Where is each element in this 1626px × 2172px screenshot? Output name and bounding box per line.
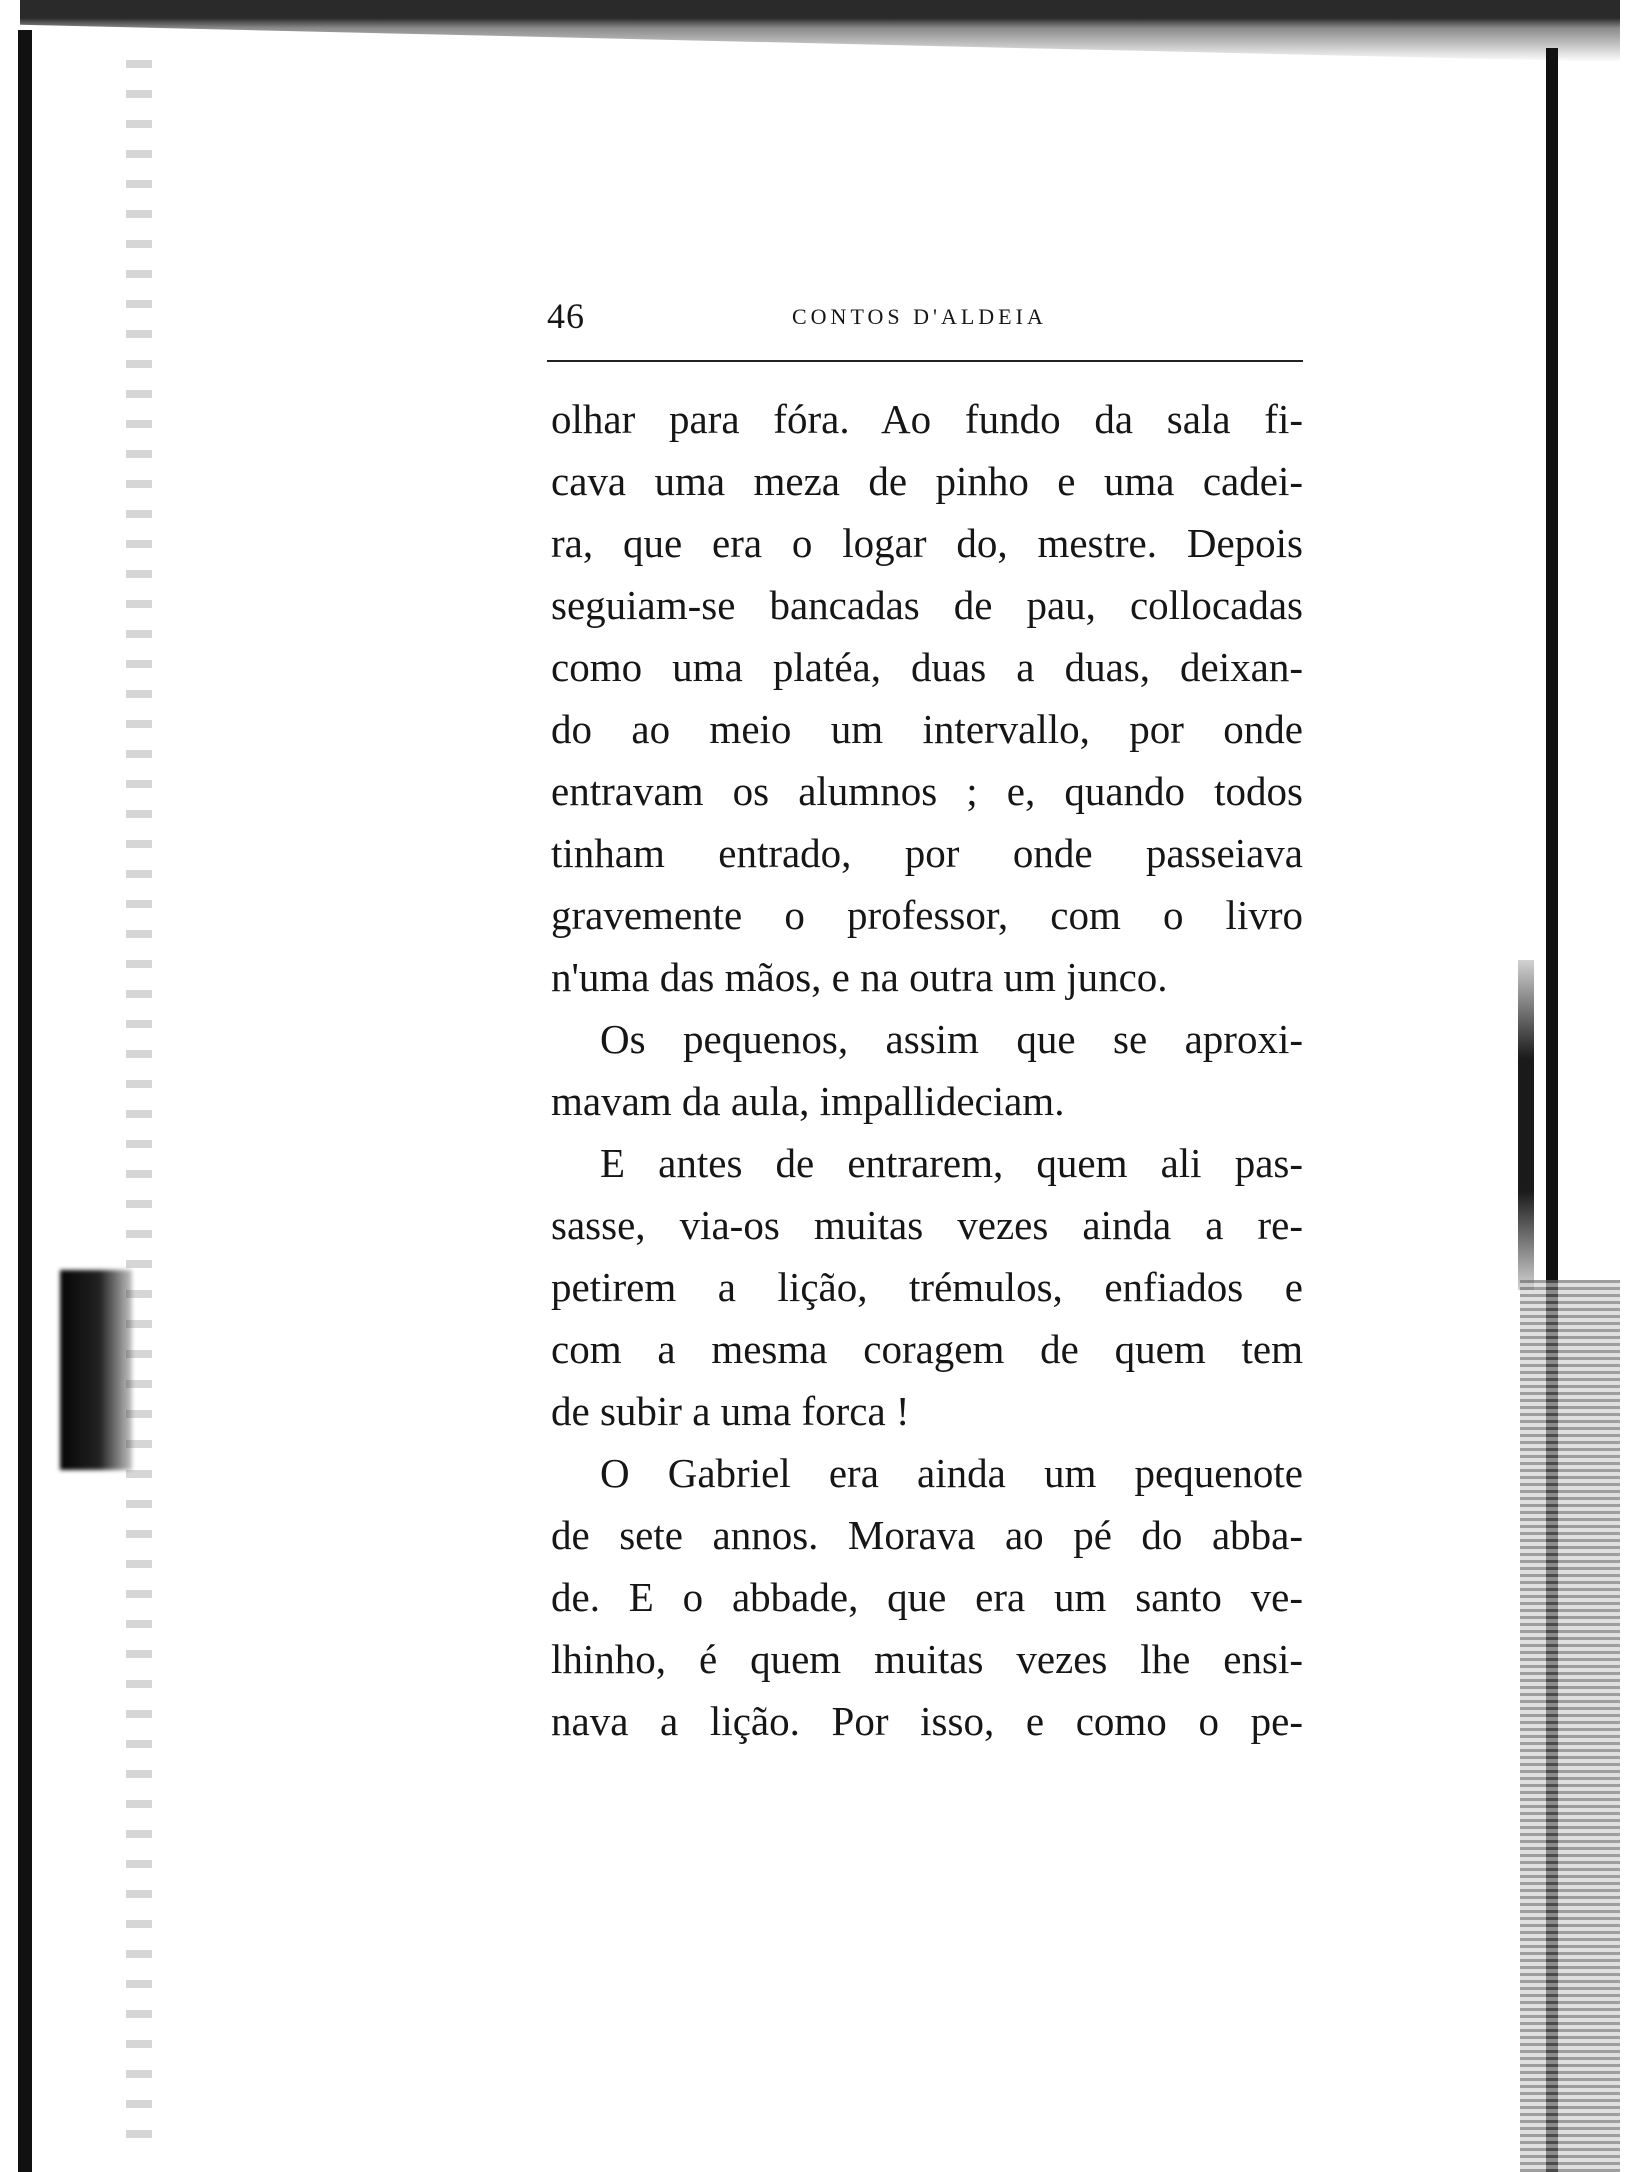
text-line: lhinho, é quem muitas vezes lhe ensi- (551, 1636, 1303, 1682)
text-line: com a mesma coragem de quem tem (551, 1326, 1303, 1372)
text-line: de subir a uma forca ! (551, 1388, 910, 1434)
text-line: tinham entrado, por onde passeiava (551, 830, 1303, 876)
scan-left-border (18, 30, 32, 2172)
paragraph-first-line: O Gabriel era ainda um pequenote (600, 1450, 1303, 1496)
header-rule (547, 360, 1303, 362)
scan-left-bleed-through (126, 60, 152, 2140)
body-text (551, 388, 1303, 1752)
text-line: entravam os alumnos ; e, quando todos (551, 768, 1303, 814)
paragraph-first-line: E antes de entrarem, quem ali pas- (600, 1140, 1303, 1186)
text-line: de. E o abbade, que era um santo ve- (551, 1574, 1303, 1620)
text-line: ra, que era o logar do, mestre. Depois (551, 520, 1303, 566)
text-line: seguiam-se bancadas de pau, collocadas (551, 582, 1303, 628)
text-line: nava a lição. Por isso, e como o pe- (551, 1698, 1303, 1744)
text-line: sasse, via-os muitas vezes ainda a re- (551, 1202, 1303, 1248)
text-line: gravemente o professor, com o livro (551, 892, 1303, 938)
scan-right-page-edges (1520, 1280, 1620, 2172)
text-line: de sete annos. Morava ao pé do abba- (551, 1512, 1303, 1558)
running-title: CONTOS D'ALDEIA (792, 304, 1047, 329)
text-line: do ao meio um intervallo, por onde (551, 706, 1303, 752)
text-line: como uma platéa, duas a duas, deixan- (551, 644, 1303, 690)
text-line: petirem a lição, trémulos, enfiados e (551, 1264, 1303, 1310)
paragraph-first-line: Os pequenos, assim que se aproxi- (600, 1016, 1303, 1062)
text-line: cava uma meza de pinho e uma cadei- (551, 458, 1303, 504)
page-number: 46 (547, 296, 585, 336)
scan-top-edge (20, 0, 1620, 62)
running-head (547, 292, 1303, 340)
text-line: n'uma das mãos, e na outra um junco. (551, 954, 1168, 1000)
scan-right-smudge (1518, 960, 1534, 1290)
text-line: olhar para fóra. Ao fundo da sala fi- (551, 396, 1303, 442)
scan-left-smudge (60, 1270, 132, 1470)
text-line: mavam da aula, impallideciam. (551, 1078, 1065, 1124)
